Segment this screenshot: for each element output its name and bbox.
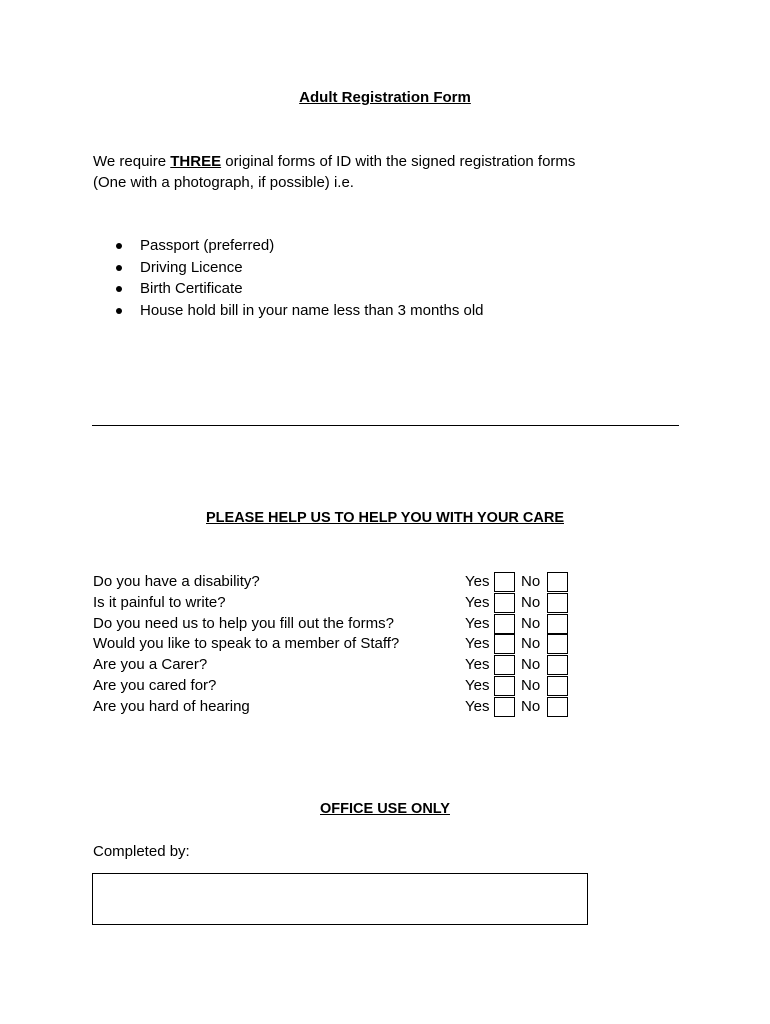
bullet-icon	[116, 286, 122, 292]
intro-prefix: We require	[93, 153, 171, 170]
no-label: No	[521, 573, 541, 590]
completed-by-label: Completed by:	[93, 843, 190, 860]
question-text: Are you cared for?	[93, 676, 217, 694]
question-row	[93, 614, 573, 635]
no-label: No	[521, 697, 541, 715]
section-divider	[92, 425, 679, 426]
no-label: No	[521, 676, 541, 694]
yes-checkbox[interactable]	[494, 634, 515, 654]
yes-label: Yes	[465, 656, 490, 674]
list-item-text: House hold bill in your name less than 3 months old	[140, 301, 484, 319]
bullet-icon	[116, 243, 122, 249]
yes-label: Yes	[465, 573, 490, 590]
list-item-text: Birth Certificate	[140, 280, 243, 297]
question-row	[93, 697, 573, 718]
completed-by-field[interactable]	[92, 873, 588, 925]
list-item-text: Driving Licence	[140, 258, 243, 276]
question-text: Are you a Carer?	[93, 656, 208, 674]
bullet-icon	[116, 308, 122, 314]
yes-checkbox[interactable]	[494, 655, 515, 675]
id-list	[93, 235, 484, 321]
care-questions	[93, 572, 573, 718]
list-item-text: Passport (preferred)	[140, 237, 275, 254]
no-label: No	[521, 635, 541, 653]
yes-checkbox[interactable]	[494, 572, 515, 592]
intro-line-2: (One with a photograph, if possible) i.e.	[93, 174, 354, 191]
question-text: Do you need us to help you fill out the forms?	[93, 614, 395, 632]
question-text: Is it painful to write?	[93, 593, 226, 611]
no-checkbox[interactable]	[547, 572, 568, 592]
intro-suffix: original forms of ID with the signed registration forms	[221, 153, 576, 170]
yes-label: Yes	[465, 676, 490, 694]
no-label: No	[521, 593, 541, 611]
form-title: Adult Registration Form	[299, 89, 471, 106]
list-item	[93, 300, 484, 322]
list-item	[93, 235, 484, 257]
no-checkbox[interactable]	[547, 634, 568, 654]
yes-checkbox[interactable]	[494, 676, 515, 696]
office-heading: OFFICE USE ONLY	[320, 801, 450, 817]
list-item	[93, 278, 484, 300]
question-row	[93, 634, 573, 655]
no-checkbox[interactable]	[547, 614, 568, 634]
yes-checkbox[interactable]	[494, 614, 515, 634]
question-row	[93, 593, 573, 614]
question-text: Would you like to speak to a member of Staff?	[93, 635, 400, 653]
question-text: Are you hard of hearing	[93, 697, 250, 715]
no-checkbox[interactable]	[547, 655, 568, 675]
question-row	[93, 655, 573, 676]
no-checkbox[interactable]	[547, 676, 568, 696]
no-checkbox[interactable]	[547, 593, 568, 613]
question-text: Do you have a disability?	[93, 573, 260, 590]
yes-label: Yes	[465, 593, 490, 611]
bullet-icon	[116, 265, 122, 271]
no-label: No	[521, 656, 541, 674]
list-item	[93, 257, 484, 279]
yes-checkbox[interactable]	[494, 697, 515, 717]
yes-checkbox[interactable]	[494, 593, 515, 613]
intro-text	[93, 151, 713, 193]
no-label: No	[521, 614, 541, 632]
yes-label: Yes	[465, 635, 490, 653]
intro-emphasis: THREE	[170, 153, 222, 170]
question-row	[93, 572, 573, 593]
care-heading: PLEASE HELP US TO HELP YOU WITH YOUR CARE	[206, 510, 564, 526]
yes-label: Yes	[465, 697, 490, 715]
intro-line-1	[93, 151, 713, 172]
yes-label: Yes	[465, 614, 490, 632]
question-row	[93, 676, 573, 697]
no-checkbox[interactable]	[547, 697, 568, 717]
